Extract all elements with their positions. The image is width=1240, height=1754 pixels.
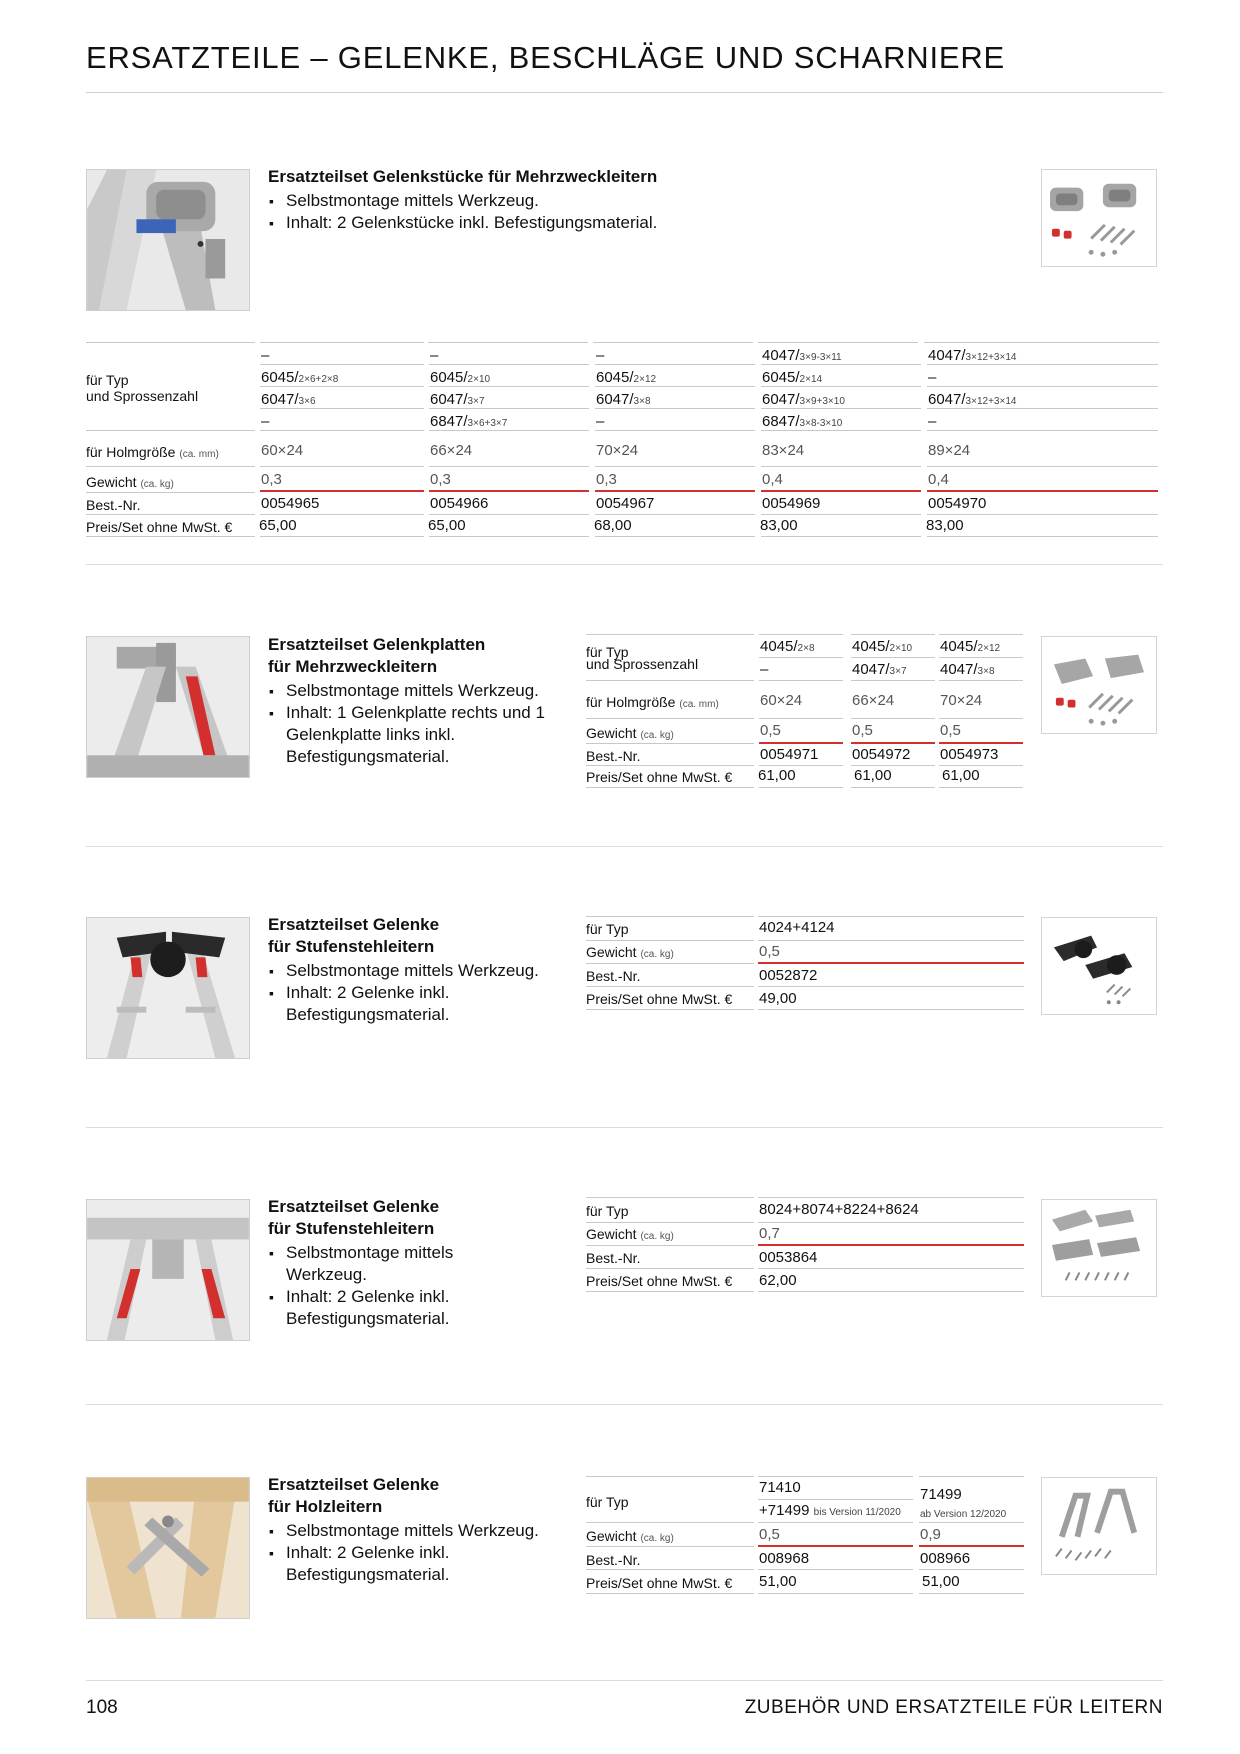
table-rule bbox=[586, 1268, 754, 1269]
table-rule-red bbox=[758, 1244, 1024, 1246]
p2-type-cell: 4045/2×12 bbox=[940, 638, 1001, 655]
table-rule bbox=[429, 386, 589, 387]
label-preis: Preis/Set ohne MwSt. € bbox=[586, 1575, 733, 1591]
section-divider bbox=[86, 564, 1163, 565]
product-2-title: Ersatzteilset Gelenkplatten für Mehrzweckleitern bbox=[268, 635, 486, 676]
table-rule bbox=[758, 342, 918, 343]
p1-holm: 70×24 bbox=[596, 442, 639, 459]
p2-type-cell: 4045/2×10 bbox=[852, 638, 913, 655]
label-best: Best.-Nr. bbox=[86, 497, 141, 513]
label-gewicht: Gewicht (ca. kg) bbox=[586, 1528, 674, 1544]
p5-c1-typ-2: +71499 bis Version 11/2020 bbox=[759, 1502, 901, 1519]
table-rule bbox=[939, 657, 1023, 658]
page-number: 108 bbox=[86, 1697, 118, 1718]
p2-preis: 61,00 bbox=[942, 767, 980, 784]
table-rule bbox=[429, 408, 589, 409]
p1-gewicht: 0,4 bbox=[928, 471, 949, 488]
p5-c1-best: 008968 bbox=[759, 1550, 810, 1567]
p1-gewicht: 0,4 bbox=[762, 471, 783, 488]
table-rule bbox=[586, 1476, 754, 1477]
product-2-bullet: ▪ Inhalt: 1 Gelenkplatte rechts und 1 Gelenkplatte links inkl. Befestigungsmaterial. bbox=[268, 702, 578, 768]
table-rule bbox=[758, 1009, 1024, 1010]
table-rule-red bbox=[927, 490, 1158, 492]
table-rule-red bbox=[759, 742, 843, 744]
p1-type-cell: 6045/2×6+2×8 bbox=[261, 369, 339, 386]
product-2-parts-thumbnail bbox=[1041, 636, 1157, 734]
table-rule bbox=[429, 514, 589, 515]
table-rule bbox=[586, 634, 754, 635]
section-divider bbox=[86, 1127, 1163, 1128]
table-rule bbox=[260, 514, 424, 515]
label-preis: Preis/Set ohne MwSt. € bbox=[86, 519, 233, 535]
table-rule bbox=[260, 408, 424, 409]
p3-gewicht: 0,5 bbox=[759, 943, 780, 960]
p1-type-cell: – bbox=[928, 369, 937, 386]
p3-preis: 49,00 bbox=[759, 990, 797, 1007]
label-best: Best.-Nr. bbox=[586, 748, 641, 764]
label-type: für Typ und Sprossenzahl bbox=[586, 644, 699, 672]
p2-best: 0054973 bbox=[940, 746, 999, 763]
label-preis: Preis/Set ohne MwSt. € bbox=[586, 769, 733, 785]
p1-type-cell: 6045/2×14 bbox=[762, 369, 823, 386]
product-2-text bbox=[268, 634, 578, 768]
p1-type-cell: – bbox=[928, 413, 937, 430]
p5-c2-preis: 51,00 bbox=[922, 1573, 960, 1590]
p2-preis: 61,00 bbox=[758, 767, 796, 784]
table-rule bbox=[86, 514, 255, 515]
label-best: Best.-Nr. bbox=[586, 1250, 641, 1266]
label-preis: Preis/Set ohne MwSt. € bbox=[586, 991, 733, 1007]
product-3-bullet: ▪ Selbstmontage mittels Werkzeug. bbox=[268, 960, 578, 982]
product-1-photo bbox=[86, 169, 250, 311]
table-rule bbox=[761, 386, 921, 387]
product-4-parts-thumbnail bbox=[1041, 1199, 1157, 1297]
table-rule bbox=[586, 963, 754, 964]
label-holm: für Holmgröße (ca. mm) bbox=[586, 694, 719, 710]
table-rule bbox=[586, 1593, 754, 1594]
table-rule bbox=[758, 1222, 1024, 1223]
table-rule bbox=[429, 364, 589, 365]
product-5-parts-thumbnail bbox=[1041, 1477, 1157, 1575]
table-rule bbox=[595, 536, 755, 537]
table-rule bbox=[939, 718, 1023, 719]
p1-type-cell: – bbox=[596, 347, 605, 364]
table-rule bbox=[761, 408, 921, 409]
p1-best: 0054967 bbox=[596, 495, 655, 512]
p1-best: 0054970 bbox=[928, 495, 987, 512]
table-rule bbox=[851, 657, 935, 658]
table-rule bbox=[758, 986, 1024, 987]
product-1-title: Ersatzteilset Gelenkstücke für Mehrzweckleitern bbox=[268, 167, 658, 186]
product-2-bullet: ▪ Selbstmontage mittels Werkzeug. bbox=[268, 680, 578, 702]
product-3-title: Ersatzteilset Gelenke für Stufenstehleitern bbox=[268, 915, 440, 956]
product-1-text bbox=[268, 166, 828, 234]
table-rule bbox=[260, 364, 424, 365]
table-rule bbox=[595, 514, 755, 515]
p3-best: 0052872 bbox=[759, 967, 818, 984]
p5-c1-preis: 51,00 bbox=[759, 1573, 797, 1590]
table-rule bbox=[927, 386, 1158, 387]
table-rule bbox=[851, 718, 935, 719]
table-rule bbox=[595, 408, 755, 409]
table-rule-red bbox=[761, 490, 921, 492]
table-rule-red bbox=[429, 490, 589, 492]
table-rule-red bbox=[595, 490, 755, 492]
product-5-bullet: ▪ Inhalt: 2 Gelenke inkl. Befestigungsmaterial. bbox=[268, 1542, 578, 1586]
p1-gewicht: 0,3 bbox=[430, 471, 451, 488]
table-rule bbox=[939, 765, 1023, 766]
table-rule bbox=[429, 466, 589, 467]
table-rule bbox=[260, 386, 424, 387]
product-5-title: Ersatzteilset Gelenke für Holzleitern bbox=[268, 1475, 440, 1516]
table-rule bbox=[939, 680, 1023, 681]
product-1-parts-thumbnail bbox=[1041, 169, 1157, 267]
table-rule bbox=[586, 1245, 754, 1246]
table-rule-red bbox=[260, 490, 424, 492]
product-1-bullet: ▪ Inhalt: 2 Gelenkstücke inkl. Befestigungsmaterial. bbox=[268, 212, 828, 234]
p5-c2-typ-note: ab Version 12/2020 bbox=[920, 1509, 1007, 1520]
p1-type-cell: 6047/3×12+3×14 bbox=[928, 391, 1017, 408]
label-type: für Typ und Sprossenzahl bbox=[86, 372, 199, 404]
footer-title: ZUBEHÖR UND ERSATZTEILE FÜR LEITERN bbox=[744, 1697, 1163, 1718]
table-rule bbox=[761, 536, 921, 537]
table-rule bbox=[586, 1222, 754, 1223]
table-rule bbox=[586, 718, 754, 719]
title-divider bbox=[86, 92, 1163, 93]
product-5-text bbox=[268, 1474, 578, 1586]
label-gewicht: Gewicht (ca. kg) bbox=[586, 944, 674, 960]
p1-preis: 65,00 bbox=[428, 517, 466, 534]
table-rule bbox=[86, 466, 255, 467]
p1-type-cell: 6045/2×12 bbox=[596, 369, 657, 386]
table-rule bbox=[919, 1593, 1024, 1594]
p1-holm: 60×24 bbox=[261, 442, 304, 459]
table-rule bbox=[758, 1499, 913, 1500]
p5-c1-gewicht: 0,5 bbox=[759, 1526, 780, 1543]
table-rule bbox=[927, 430, 1158, 431]
p2-best: 0054971 bbox=[760, 746, 819, 763]
table-rule bbox=[595, 466, 755, 467]
table-rule bbox=[595, 386, 755, 387]
table-rule bbox=[924, 342, 1159, 343]
p1-preis: 83,00 bbox=[760, 517, 798, 534]
table-rule bbox=[586, 916, 754, 917]
table-rule bbox=[260, 342, 424, 343]
p2-holm: 66×24 bbox=[852, 692, 895, 709]
table-rule-red bbox=[919, 1545, 1024, 1547]
p2-gewicht: 0,5 bbox=[760, 722, 781, 739]
table-rule-red bbox=[851, 742, 935, 744]
table-rule bbox=[86, 342, 255, 343]
table-rule bbox=[759, 765, 843, 766]
label-best: Best.-Nr. bbox=[586, 1552, 641, 1568]
table-rule bbox=[260, 536, 424, 537]
table-rule bbox=[927, 364, 1158, 365]
product-4-title: Ersatzteilset Gelenke für Stufenstehleitern bbox=[268, 1197, 440, 1238]
p1-type-cell: – bbox=[430, 347, 439, 364]
p2-type-cell: 4045/2×8 bbox=[760, 638, 815, 655]
p1-type-cell: 6047/3×8 bbox=[596, 391, 651, 408]
p2-holm: 70×24 bbox=[940, 692, 983, 709]
p5-c1-typ: 71410 bbox=[759, 1479, 801, 1496]
table-rule bbox=[586, 1522, 754, 1523]
table-rule bbox=[586, 1569, 754, 1570]
table-rule bbox=[595, 364, 755, 365]
table-rule bbox=[429, 536, 589, 537]
label-type: für Typ bbox=[586, 921, 629, 937]
p2-gewicht: 0,5 bbox=[852, 722, 873, 739]
product-1-bullet: ▪ Selbstmontage mittels Werkzeug. bbox=[268, 190, 828, 212]
table-rule bbox=[939, 787, 1023, 788]
p2-type-cell: 4047/3×8 bbox=[940, 661, 995, 678]
table-rule bbox=[260, 430, 424, 431]
table-rule bbox=[586, 1291, 754, 1292]
product-5-photo bbox=[86, 1477, 250, 1619]
label-holm: für Holmgröße (ca. mm) bbox=[86, 444, 219, 460]
p5-c2-best: 008966 bbox=[920, 1550, 971, 1567]
table-rule bbox=[586, 765, 754, 766]
p1-type-cell: 6047/3×6 bbox=[261, 391, 316, 408]
table-rule bbox=[758, 1268, 1024, 1269]
product-3-photo bbox=[86, 917, 250, 1059]
footer-divider bbox=[86, 1680, 1163, 1681]
table-rule bbox=[86, 492, 255, 493]
p2-gewicht: 0,5 bbox=[940, 722, 961, 739]
table-rule bbox=[586, 986, 754, 987]
table-rule bbox=[586, 1546, 754, 1547]
table-rule bbox=[939, 634, 1023, 635]
section-divider bbox=[86, 1404, 1163, 1405]
table-rule bbox=[761, 364, 921, 365]
product-4-bullet: ▪ Selbstmontage mittels Werkzeug. bbox=[268, 1242, 488, 1286]
p1-gewicht: 0,3 bbox=[261, 471, 282, 488]
p4-best: 0053864 bbox=[759, 1249, 818, 1266]
table-rule bbox=[758, 1197, 1024, 1198]
table-rule bbox=[86, 430, 255, 431]
section-divider bbox=[86, 846, 1163, 847]
p2-holm: 60×24 bbox=[760, 692, 803, 709]
table-rule bbox=[586, 1009, 754, 1010]
table-rule bbox=[759, 787, 843, 788]
table-rule bbox=[86, 536, 255, 537]
p1-type-cell: – bbox=[261, 347, 270, 364]
p1-best: 0054965 bbox=[261, 495, 320, 512]
label-type: für Typ bbox=[586, 1203, 629, 1219]
table-rule bbox=[761, 466, 921, 467]
p2-type-cell: – bbox=[760, 661, 769, 678]
table-rule bbox=[759, 657, 843, 658]
p1-best: 0054966 bbox=[430, 495, 489, 512]
table-rule bbox=[927, 514, 1158, 515]
table-rule bbox=[758, 1291, 1024, 1292]
product-3-parts-thumbnail bbox=[1041, 917, 1157, 1015]
label-gewicht: Gewicht (ca. kg) bbox=[586, 725, 674, 741]
table-rule bbox=[919, 1569, 1024, 1570]
table-rule bbox=[586, 1197, 754, 1198]
p5-c2-gewicht: 0,9 bbox=[920, 1526, 941, 1543]
table-rule bbox=[758, 1569, 913, 1570]
p1-best: 0054969 bbox=[762, 495, 821, 512]
page-title: ERSATZTEILE – GELENKE, BESCHLÄGE UND SCHARNIERE bbox=[86, 40, 1006, 75]
table-rule bbox=[761, 430, 921, 431]
product-5-bullet: ▪ Selbstmontage mittels Werkzeug. bbox=[268, 1520, 578, 1542]
p3-typ: 4024+4124 bbox=[759, 919, 835, 936]
p1-preis: 68,00 bbox=[594, 517, 632, 534]
product-3-bullet: ▪ Inhalt: 2 Gelenke inkl. Befestigungsmaterial. bbox=[268, 982, 578, 1026]
product-4-bullet: ▪ Inhalt: 2 Gelenke inkl. Befestigungsmaterial. bbox=[268, 1286, 488, 1330]
p1-type-cell: 6847/3×8-3×10 bbox=[762, 413, 843, 430]
p2-type-cell: 4047/3×7 bbox=[852, 661, 907, 678]
label-best: Best.-Nr. bbox=[586, 968, 641, 984]
p1-type-cell: – bbox=[261, 413, 270, 430]
table-rule bbox=[759, 680, 843, 681]
table-rule bbox=[586, 787, 754, 788]
table-rule bbox=[919, 1522, 1024, 1523]
table-rule bbox=[758, 1593, 913, 1594]
table-rule bbox=[851, 634, 935, 635]
p1-type-cell: 6847/3×6+3×7 bbox=[430, 413, 508, 430]
p4-typ: 8024+8074+8224+8624 bbox=[759, 1201, 919, 1218]
table-rule bbox=[429, 430, 589, 431]
table-rule bbox=[851, 765, 935, 766]
table-rule bbox=[758, 1476, 913, 1477]
table-rule bbox=[761, 514, 921, 515]
table-rule bbox=[586, 680, 754, 681]
table-rule bbox=[595, 430, 755, 431]
p1-type-cell: 4047/3×12+3×14 bbox=[928, 347, 1017, 364]
table-rule bbox=[428, 342, 588, 343]
label-type: für Typ bbox=[586, 1494, 629, 1510]
table-rule bbox=[759, 718, 843, 719]
table-rule bbox=[758, 940, 1024, 941]
p1-holm: 83×24 bbox=[762, 442, 805, 459]
label-gewicht: Gewicht (ca. kg) bbox=[86, 474, 174, 490]
table-rule bbox=[759, 634, 843, 635]
table-rule bbox=[927, 408, 1158, 409]
p1-preis: 65,00 bbox=[259, 517, 297, 534]
table-rule bbox=[586, 940, 754, 941]
product-4-text bbox=[268, 1196, 578, 1330]
p4-preis: 62,00 bbox=[759, 1272, 797, 1289]
p1-type-cell: 4047/3×9-3×11 bbox=[762, 347, 842, 364]
p1-type-cell: 6047/3×9+3×10 bbox=[762, 391, 845, 408]
p1-type-cell: – bbox=[596, 413, 605, 430]
p5-c2-typ: 71499 bbox=[920, 1486, 962, 1503]
p1-holm: 66×24 bbox=[430, 442, 473, 459]
p1-type-cell: 6045/2×10 bbox=[430, 369, 491, 386]
p1-holm: 89×24 bbox=[928, 442, 971, 459]
product-4-photo bbox=[86, 1199, 250, 1341]
p1-gewicht: 0,3 bbox=[596, 471, 617, 488]
table-rule bbox=[919, 1476, 1024, 1477]
table-rule bbox=[851, 680, 935, 681]
table-rule bbox=[851, 787, 935, 788]
table-rule bbox=[593, 342, 753, 343]
product-2-photo bbox=[86, 636, 250, 778]
table-rule-red bbox=[758, 962, 1024, 964]
table-rule bbox=[927, 466, 1158, 467]
p1-type-cell: 6047/3×7 bbox=[430, 391, 485, 408]
table-rule-red bbox=[939, 742, 1023, 744]
p2-best: 0054972 bbox=[852, 746, 911, 763]
p4-gewicht: 0,7 bbox=[759, 1225, 780, 1242]
product-3-text bbox=[268, 914, 578, 1026]
p2-preis: 61,00 bbox=[854, 767, 892, 784]
p1-preis: 83,00 bbox=[926, 517, 964, 534]
table-rule-red bbox=[758, 1545, 913, 1547]
label-gewicht: Gewicht (ca. kg) bbox=[586, 1226, 674, 1242]
label-preis: Preis/Set ohne MwSt. € bbox=[586, 1273, 733, 1289]
table-rule bbox=[927, 536, 1158, 537]
table-rule bbox=[586, 743, 754, 744]
table-rule bbox=[260, 466, 424, 467]
table-rule bbox=[758, 916, 1024, 917]
table-rule bbox=[758, 1522, 913, 1523]
